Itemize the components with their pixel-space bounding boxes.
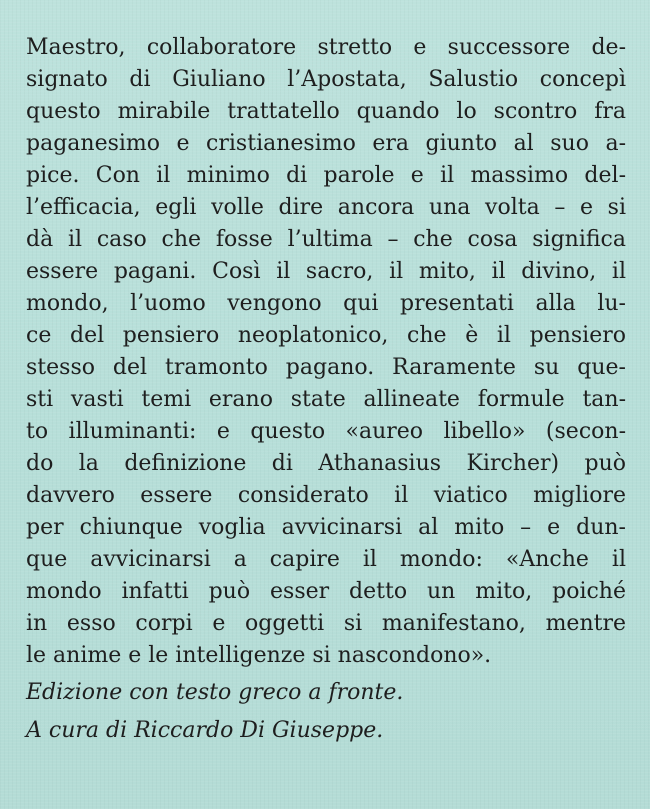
- blurb-line: to illuminanti: e questo «aureo libello» (secon-: [26, 419, 626, 444]
- blurb-line: paganesimo e cristianesimo era giunto al suo a-: [26, 131, 626, 156]
- blurb-line: l’efficacia, egli volle dire ancora una volta – e si: [26, 195, 626, 220]
- blurb-line: le anime e le intelligenze si nascondono».: [26, 643, 492, 668]
- back-cover-blurb: [26, 32, 626, 672]
- edition-note: Edizione con testo greco a fronte.: [26, 680, 404, 705]
- blurb-line: do la definizione di Athanasius Kircher) può: [26, 451, 626, 476]
- blurb-line: stesso del tramonto pagano. Raramente su que-: [26, 355, 626, 380]
- blurb-line: signato di Giuliano l’Apostata, Salustio concepì: [26, 67, 626, 92]
- edition-credits: [26, 674, 626, 750]
- blurb-line: pice. Con il minimo di parole e il massimo del-: [26, 163, 626, 188]
- blurb-line: essere pagani. Così il sacro, il mito, il divino, il: [26, 259, 626, 284]
- blurb-line: in esso corpi e oggetti si manifestano, mentre: [26, 611, 626, 636]
- blurb-line: Maestro, collaboratore stretto e successore de-: [26, 35, 626, 60]
- blurb-line: mondo, l’uomo vengono qui presentati alla lu-: [26, 291, 626, 316]
- blurb-line: mondo infatti può esser detto un mito, poiché: [26, 579, 626, 604]
- editor-credit: A cura di Riccardo Di Giuseppe.: [26, 718, 384, 743]
- blurb-line: dà il caso che fosse l’ultima – che cosa significa: [26, 227, 626, 252]
- blurb-line: davvero essere considerato il viatico migliore: [26, 483, 626, 508]
- blurb-line: ce del pensiero neoplatonico, che è il pensiero: [26, 323, 626, 348]
- blurb-line: questo mirabile trattatello quando lo scontro fra: [26, 99, 626, 124]
- blurb-line: per chiunque voglia avvicinarsi al mito – e dun-: [26, 515, 626, 540]
- blurb-line: que avvicinarsi a capire il mondo: «Anche il: [26, 547, 626, 572]
- blurb-line: sti vasti temi erano state allineate formule tan-: [26, 387, 626, 412]
